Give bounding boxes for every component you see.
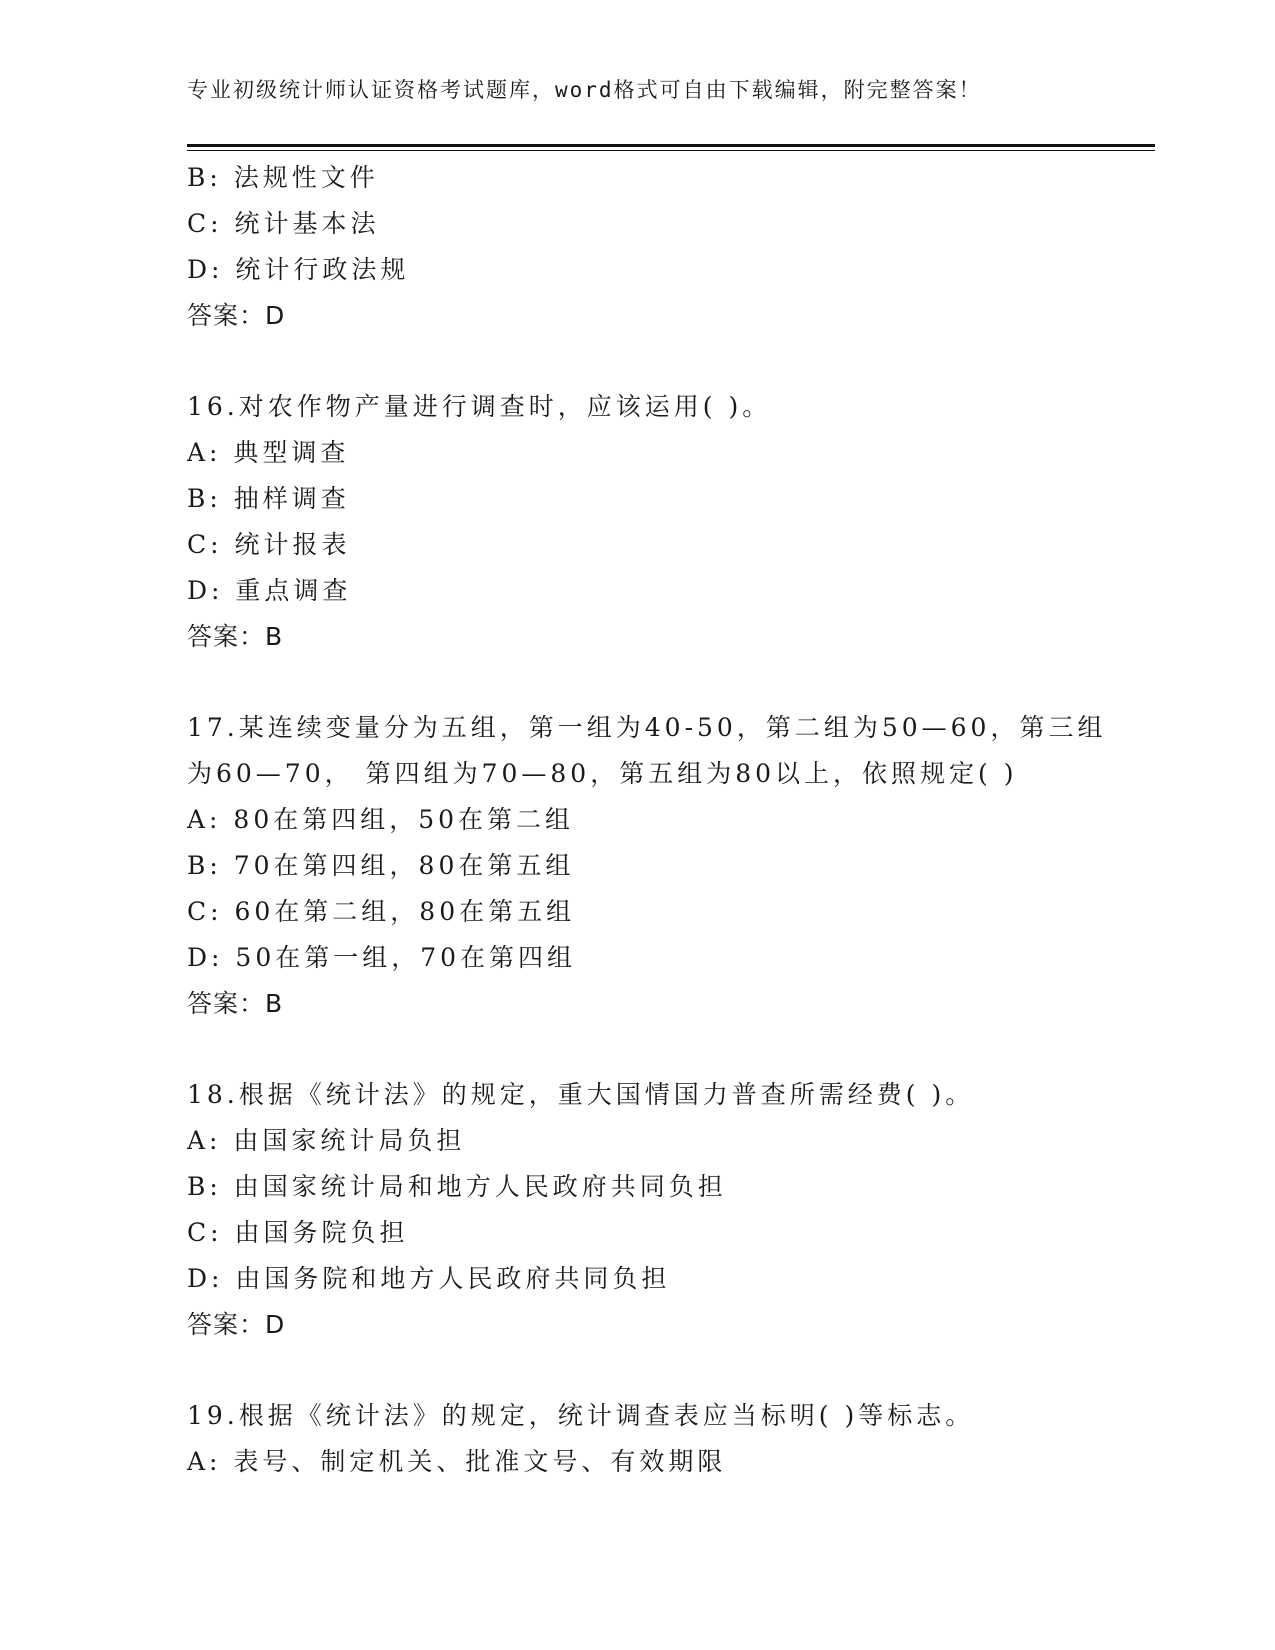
question-block-18 [187,1072,1087,1348]
option-b: B: 70在第四组，80在第五组 [187,851,575,880]
question-stem: 18.根据《统计法》的规定，重大国情国力普查所需经费( )。 [187,1080,975,1109]
option-c: C: 60在第二组，80在第五组 [187,897,576,926]
question-block-19 [187,1393,1087,1485]
question-stem: 19.根据《统计法》的规定，统计调查表应当标明( )等标志。 [187,1401,975,1430]
header-rule-thin [187,150,1155,151]
option-d: D: 统计行政法规 [187,255,410,284]
question-stem: 16.对农作物产量进行调查时，应该运用( )。 [187,392,772,421]
option-c: C: 由国务院负担 [187,1218,409,1247]
question-stem: 17.某连续变量分为五组，第一组为40-50，第二组为50—60，第三组 [187,713,1107,742]
option-d: D: 重点调查 [187,576,352,605]
option-c: C: 统计报表 [187,530,351,559]
header-rule-thick [187,144,1155,147]
question-block-16 [187,384,1087,660]
option-d: D: 由国务院和地方人民政府共同负担 [187,1264,671,1293]
question-content [187,155,1107,1485]
option-a: A: 由国家统计局负担 [187,1126,466,1155]
answer-line: 答案：B [187,989,284,1018]
answer-line: 答案：B [187,622,284,651]
option-a: A: 80在第四组，50在第二组 [187,805,575,834]
question-block-17 [187,705,1107,1027]
question-stem-continued: 为60—70， 第四组为70—80，第五组为80以上，依照规定( ) [187,759,1018,788]
answer-line: 答案：D [187,301,286,330]
option-b: B: 抽样调查 [187,484,350,513]
option-c: C: 统计基本法 [187,209,380,238]
answer-line: 答案：D [187,1310,286,1339]
option-a: A: 表号、制定机关、批准文号、有效期限 [187,1447,727,1476]
option-d: D: 50在第一组，70在第四组 [187,943,577,972]
option-b: B: 由国家统计局和地方人民政府共同负担 [187,1172,727,1201]
option-a: A: 典型调查 [187,438,350,467]
option-b: B: 法规性文件 [187,163,379,192]
question-block-15 [187,155,1087,339]
page-header: 专业初级统计师认证资格考试题库，word格式可自由下载编辑，附完整答案！ [187,78,982,102]
